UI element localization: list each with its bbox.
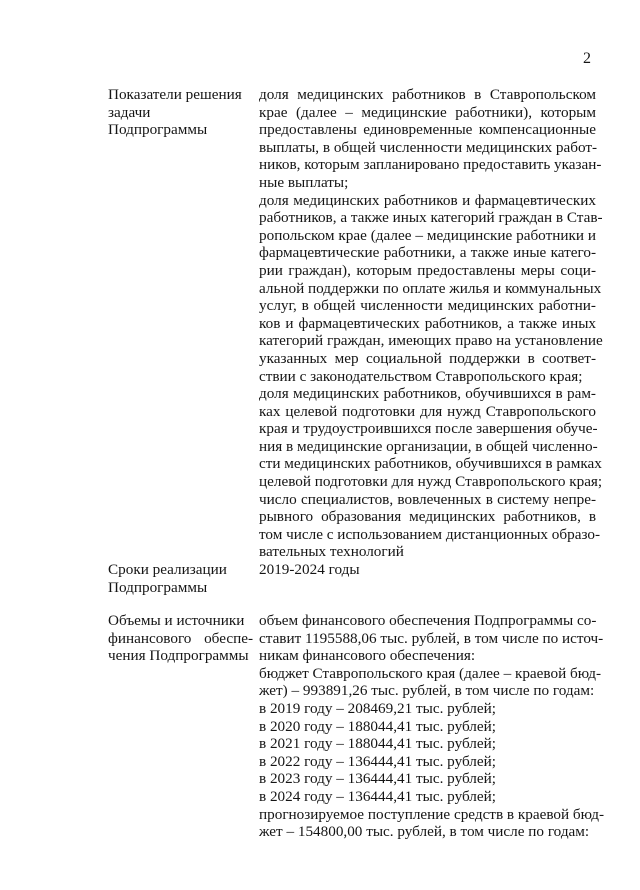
content-line: предоставлены единовременные компенсационные — [259, 121, 596, 139]
content-line: целевой подготовки для нужд Ставропольского края; — [259, 473, 603, 491]
row-label — [108, 612, 253, 665]
label-line: Показатели решения — [108, 86, 242, 103]
content-line: объем финансового обеспечения Подпрограммы со- — [259, 612, 597, 629]
content-line: ные выплаты; — [259, 173, 349, 191]
content-line: жет – 154800,00 тыс. рублей, в том числе по годам: — [259, 823, 590, 841]
content-line: услуг, в общей численности медицинских работни- — [259, 297, 596, 315]
content-line: альной поддержки по оплате жилья и коммунальных — [259, 279, 602, 297]
content-line: доля медицинских работников, обучившихся в рам- — [259, 385, 596, 403]
label-line: задачи Подпрограммы — [108, 103, 208, 139]
label-line: Подпрограммы — [108, 578, 208, 596]
content-line: в 2022 году – 136444,41 тыс. рублей; — [259, 752, 496, 770]
row-label — [108, 561, 253, 596]
row-content — [259, 86, 603, 561]
content-line: указанных мер социальной поддержки в соответ- — [259, 349, 596, 367]
content-line: число специалистов, вовлеченных в систему непре- — [259, 490, 596, 508]
content-line: фармацевтические работники, а также иные катего- — [259, 244, 596, 262]
content-line: ствии с законодательством Ставропольского края; — [259, 367, 583, 385]
label-line: финансового обеспе- — [108, 629, 253, 647]
content-line: рывного образования медицинских работников, в — [259, 508, 596, 526]
content-line: ния в медицинские организации, в общей численно- — [259, 437, 598, 455]
content-line: категорий граждан, имеющих право на установление — [259, 332, 603, 350]
content-line: никам финансового обеспечения: — [259, 647, 476, 665]
content-line: в 2020 году – 188044,41 тыс. рублей; — [259, 717, 496, 735]
content-line: в 2021 году – 188044,41 тыс. рублей; — [259, 735, 496, 753]
content-line: бюджет Ставропольского края (далее – краевой бюд- — [259, 664, 602, 682]
content-line: крае (далее – медицинские работники), которым — [259, 103, 596, 121]
label-line: Сроки реализации — [108, 561, 227, 578]
content-line: в 2024 году – 136444,41 тыс. рублей; — [259, 787, 496, 805]
row-content — [259, 612, 605, 841]
content-line: выплаты, в общей численности медицинских работ- — [259, 138, 598, 156]
label-line: Объемы и источники — [108, 612, 245, 629]
content-line: в 2019 году – 208469,21 тыс. рублей; — [259, 699, 496, 717]
content-line: доля медицинских работников и фармацевтических — [259, 191, 596, 209]
row-content — [259, 561, 596, 579]
label-line: чения Подпрограммы — [108, 647, 249, 665]
content-line: ставит 1195588,06 тыс. рублей, в том числе по источ- — [259, 629, 604, 647]
content-line: края и трудоустроившихся после завершения обуче- — [259, 420, 598, 438]
content-line: ропольском крае (далее – медицинские работники и — [259, 226, 596, 244]
content-line: ков и фармацевтических работников, а также иных — [259, 314, 596, 332]
content-line: 2019-2024 годы — [259, 561, 360, 578]
content-line: ках целевой подготовки для нужд Ставропольского — [259, 402, 596, 420]
content-line: прогнозируемое поступление средств в краевой бюд- — [259, 805, 605, 823]
content-line: вательных технологий — [259, 543, 404, 561]
content-line: сти медицинских работников, обучившихся в рамках — [259, 455, 602, 473]
content-line: в 2023 году – 136444,41 тыс. рублей; — [259, 770, 496, 788]
row-label — [108, 86, 253, 139]
content-line: рии граждан), которым предоставлены меры соци- — [259, 261, 596, 279]
content-line: жет) – 993891,26 тыс. рублей, в том числе по годам: — [259, 682, 595, 700]
content-line: ников, которым запланировано предоставить указан- — [259, 156, 602, 174]
content-line: доля медицинских работников в Ставропольском — [259, 86, 596, 103]
page-number: 2 — [583, 50, 591, 67]
content-line: работников, а также иных категорий граждан в Став- — [259, 209, 603, 227]
content-line: том числе с использованием дистанционных образо- — [259, 525, 601, 543]
